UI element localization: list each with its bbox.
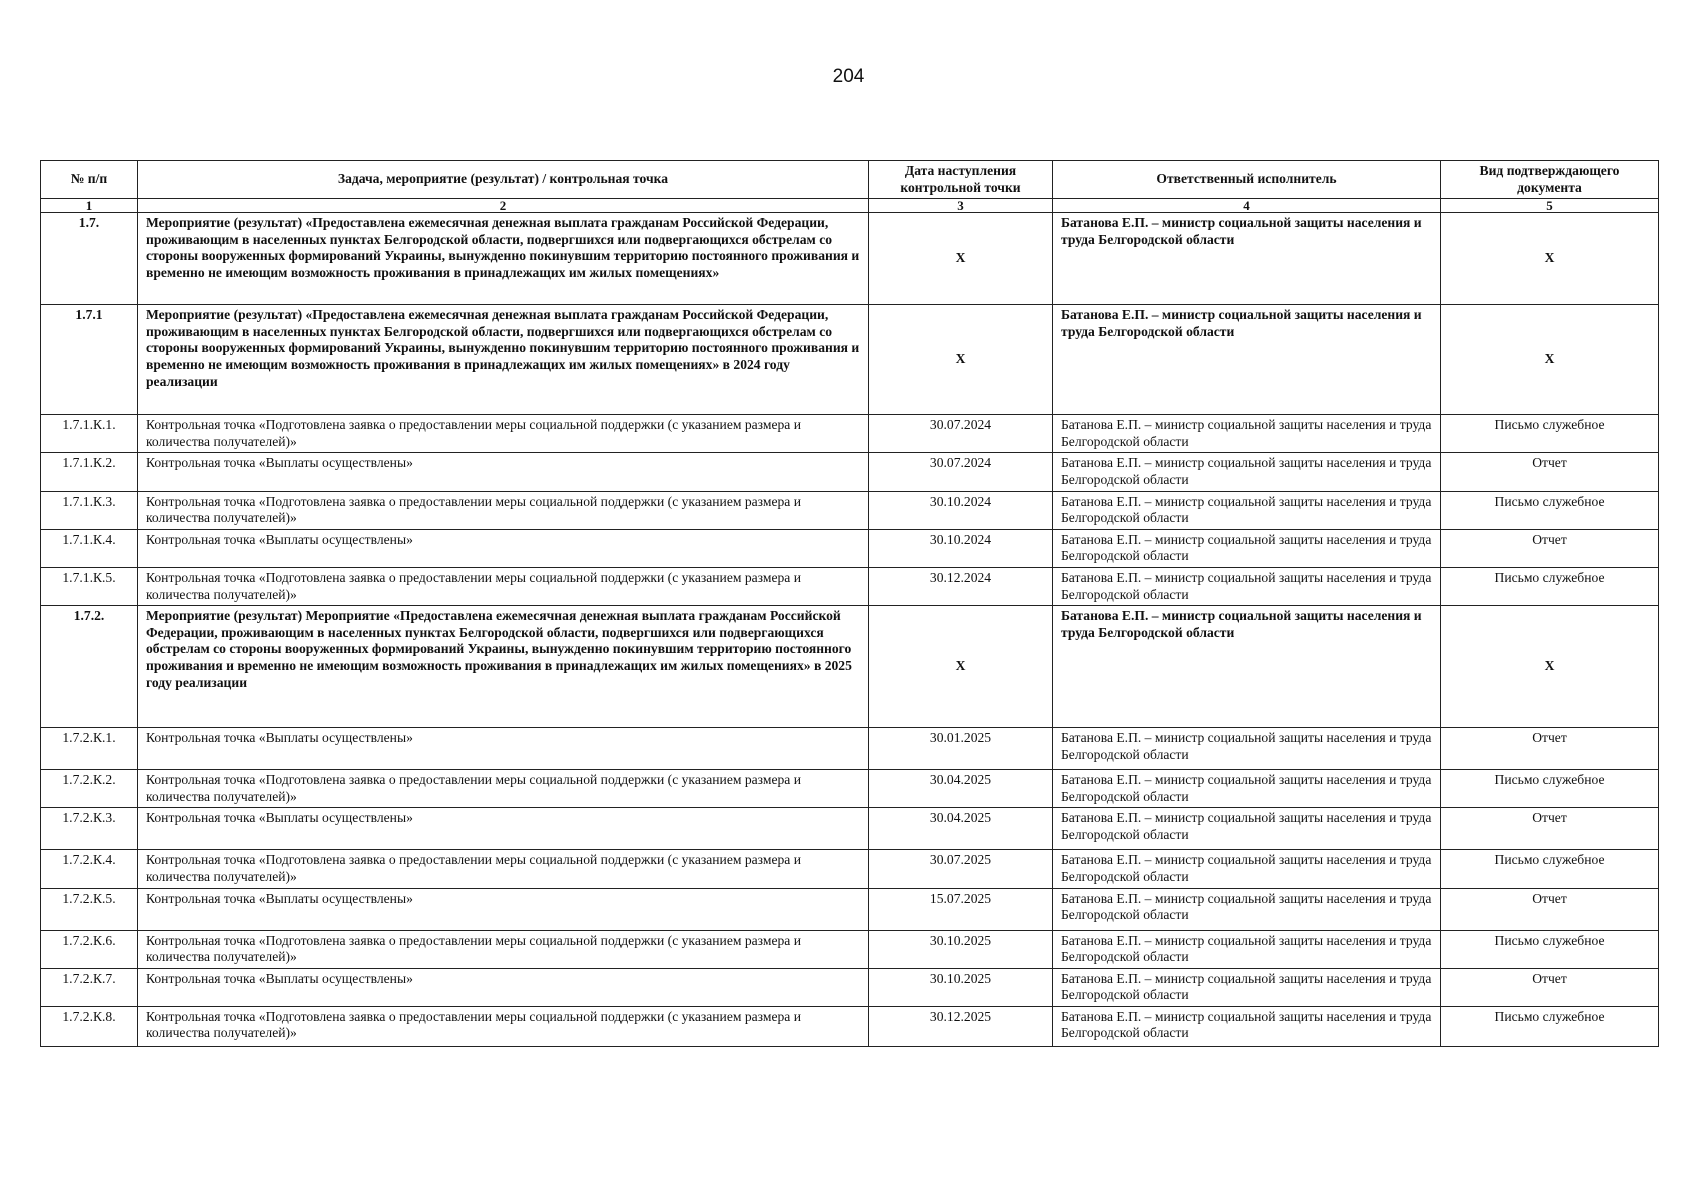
- row-document-type: Письмо служебное: [1441, 491, 1659, 529]
- row-description: Мероприятие (результат) «Предоставлена ежемесячная денежная выплата гражданам Российской Федерации, проживающим в населенных пунктах Белгородской области, подвергшихся или подвергающихся обстрелам со стороны вооруженных формирований Украины, вынужденно покинувшим территорию постоянного проживания и временно не имеющим возможность проживания в принадлежащих им жилых помещениях» в 2024 году реализации: [138, 305, 869, 415]
- row-description: Контрольная точка «Подготовлена заявка о предоставлении меры социальной поддержки (с указанием размера и количества получателей)»: [138, 567, 869, 605]
- control-points-table: [40, 160, 1659, 1047]
- row-document-type: Письмо служебное: [1441, 930, 1659, 968]
- row-date: 30.10.2024: [869, 491, 1053, 529]
- row-description: Контрольная точка «Подготовлена заявка о предоставлении меры социальной поддержки (с указанием размера и количества получателей)»: [138, 415, 869, 453]
- control-point-row: [41, 930, 1659, 968]
- row-executor: Батанова Е.П. – министр социальной защиты населения и труда Белгородской области: [1053, 567, 1441, 605]
- page-number: 204: [832, 66, 865, 87]
- row-description: Контрольная точка «Выплаты осуществлены»: [138, 888, 869, 930]
- activity-row: [41, 213, 1659, 305]
- row-date: 30.10.2025: [869, 930, 1053, 968]
- row-executor: Батанова Е.П. – министр социальной защиты населения и труда Белгородской области: [1053, 968, 1441, 1006]
- row-date: 30.04.2025: [869, 770, 1053, 808]
- header-document: Вид подтверждающего документа: [1441, 161, 1659, 199]
- row-document-type: Письмо служебное: [1441, 770, 1659, 808]
- row-date: X: [869, 606, 1053, 728]
- activity-row: [41, 305, 1659, 415]
- row-document-type: Письмо служебное: [1441, 850, 1659, 888]
- table-header-row: [41, 161, 1659, 199]
- control-point-row: [41, 453, 1659, 491]
- control-point-row: [41, 529, 1659, 567]
- column-number: 5: [1441, 199, 1659, 213]
- control-point-row: [41, 491, 1659, 529]
- control-point-row: [41, 968, 1659, 1006]
- row-date: X: [869, 305, 1053, 415]
- row-date: 30.04.2025: [869, 808, 1053, 850]
- row-number: 1.7.2.К.1.: [41, 728, 138, 770]
- row-number: 1.7.2.: [41, 606, 138, 728]
- row-number: 1.7.2.К.3.: [41, 808, 138, 850]
- row-description: Контрольная точка «Подготовлена заявка о предоставлении меры социальной поддержки (с указанием размера и количества получателей)»: [138, 491, 869, 529]
- row-executor: Батанова Е.П. – министр социальной защиты населения и труда Белгородской области: [1053, 1006, 1441, 1046]
- row-document-type: Письмо служебное: [1441, 1006, 1659, 1046]
- row-executor: Батанова Е.П. – министр социальной защиты населения и труда Белгородской области: [1053, 213, 1441, 305]
- row-description: Контрольная точка «Выплаты осуществлены»: [138, 968, 869, 1006]
- row-description: Контрольная точка «Подготовлена заявка о предоставлении меры социальной поддержки (с указанием размера и количества получателей)»: [138, 770, 869, 808]
- row-number: 1.7.1: [41, 305, 138, 415]
- row-description: Контрольная точка «Выплаты осуществлены»: [138, 808, 869, 850]
- row-description: Мероприятие (результат) «Предоставлена ежемесячная денежная выплата гражданам Российской Федерации, проживающим в населенных пунктах Белгородской области, подвергшихся или подвергающихся обстрелам со стороны вооруженных формирований Украины, вынужденно покинувшим территорию постоянного проживания и временно не имеющим возможность проживания в принадлежащих им жилых помещениях»: [138, 213, 869, 305]
- row-date: 15.07.2025: [869, 888, 1053, 930]
- row-executor: Батанова Е.П. – министр социальной защиты населения и труда Белгородской области: [1053, 491, 1441, 529]
- row-description: Контрольная точка «Подготовлена заявка о предоставлении меры социальной поддержки (с указанием размера и количества получателей)»: [138, 930, 869, 968]
- row-document-type: Отчет: [1441, 529, 1659, 567]
- row-number: 1.7.1.К.5.: [41, 567, 138, 605]
- row-date: 30.07.2024: [869, 453, 1053, 491]
- row-number: 1.7.2.К.6.: [41, 930, 138, 968]
- row-date: X: [869, 213, 1053, 305]
- row-description: Контрольная точка «Подготовлена заявка о предоставлении меры социальной поддержки (с указанием размера и количества получателей)»: [138, 1006, 869, 1046]
- row-description: Контрольная точка «Выплаты осуществлены»: [138, 453, 869, 491]
- control-point-row: [41, 770, 1659, 808]
- column-number: 4: [1053, 199, 1441, 213]
- row-executor: Батанова Е.П. – министр социальной защиты населения и труда Белгородской области: [1053, 453, 1441, 491]
- row-executor: Батанова Е.П. – министр социальной защиты населения и труда Белгородской области: [1053, 930, 1441, 968]
- row-document-type: Отчет: [1441, 968, 1659, 1006]
- header-executor: Ответственный исполнитель: [1053, 161, 1441, 199]
- row-description: Контрольная точка «Выплаты осуществлены»: [138, 728, 869, 770]
- activity-row: [41, 606, 1659, 728]
- row-number: 1.7.1.К.4.: [41, 529, 138, 567]
- row-document-type: Письмо служебное: [1441, 567, 1659, 605]
- row-date: 30.07.2024: [869, 415, 1053, 453]
- column-number-row: [41, 199, 1659, 213]
- row-document-type: Отчет: [1441, 728, 1659, 770]
- control-point-row: [41, 1006, 1659, 1046]
- row-executor: Батанова Е.П. – министр социальной защиты населения и труда Белгородской области: [1053, 728, 1441, 770]
- row-description: Контрольная точка «Выплаты осуществлены»: [138, 529, 869, 567]
- row-date: 30.07.2025: [869, 850, 1053, 888]
- row-number: 1.7.2.К.7.: [41, 968, 138, 1006]
- column-number: 3: [869, 199, 1053, 213]
- row-document-type: X: [1441, 606, 1659, 728]
- row-executor: Батанова Е.П. – министр социальной защиты населения и труда Белгородской области: [1053, 529, 1441, 567]
- row-date: 30.10.2024: [869, 529, 1053, 567]
- row-executor: Батанова Е.П. – министр социальной защиты населения и труда Белгородской области: [1053, 850, 1441, 888]
- row-number: 1.7.2.К.4.: [41, 850, 138, 888]
- row-document-type: Отчет: [1441, 453, 1659, 491]
- control-point-row: [41, 728, 1659, 770]
- control-point-row: [41, 415, 1659, 453]
- header-number: № п/п: [41, 161, 138, 199]
- control-point-row: [41, 850, 1659, 888]
- row-date: 30.10.2025: [869, 968, 1053, 1006]
- row-document-type: Отчет: [1441, 888, 1659, 930]
- row-document-type: Отчет: [1441, 808, 1659, 850]
- header-date: Дата наступления контрольной точки: [869, 161, 1053, 199]
- row-executor: Батанова Е.П. – министр социальной защиты населения и труда Белгородской области: [1053, 770, 1441, 808]
- row-executor: Батанова Е.П. – министр социальной защиты населения и труда Белгородской области: [1053, 606, 1441, 728]
- row-description: Мероприятие (результат) Мероприятие «Предоставлена ежемесячная денежная выплата гражданам Российской Федерации, проживающим в населенных пунктах Белгородской области, подвергшихся или подвергающихся обстрелам со стороны вооруженных формирований Украины, вынужденно покинувшим территорию постоянного проживания и временно не имеющим возможность проживания в принадлежащих им жилых помещениях» в 2025 году реализации: [138, 606, 869, 728]
- row-description: Контрольная точка «Подготовлена заявка о предоставлении меры социальной поддержки (с указанием размера и количества получателей)»: [138, 850, 869, 888]
- row-executor: Батанова Е.П. – министр социальной защиты населения и труда Белгородской области: [1053, 415, 1441, 453]
- row-document-type: Письмо служебное: [1441, 415, 1659, 453]
- header-task: Задача, мероприятие (результат) / контрольная точка: [138, 161, 869, 199]
- row-number: 1.7.1.К.3.: [41, 491, 138, 529]
- row-date: 30.01.2025: [869, 728, 1053, 770]
- column-number: 2: [138, 199, 869, 213]
- control-point-row: [41, 808, 1659, 850]
- row-number: 1.7.: [41, 213, 138, 305]
- row-number: 1.7.2.К.8.: [41, 1006, 138, 1046]
- row-number: 1.7.2.К.5.: [41, 888, 138, 930]
- control-point-row: [41, 567, 1659, 605]
- row-number: 1.7.1.К.2.: [41, 453, 138, 491]
- row-date: 30.12.2024: [869, 567, 1053, 605]
- row-executor: Батанова Е.П. – министр социальной защиты населения и труда Белгородской области: [1053, 305, 1441, 415]
- row-number: 1.7.1.К.1.: [41, 415, 138, 453]
- row-executor: Батанова Е.П. – министр социальной защиты населения и труда Белгородской области: [1053, 808, 1441, 850]
- row-executor: Батанова Е.П. – министр социальной защиты населения и труда Белгородской области: [1053, 888, 1441, 930]
- column-number: 1: [41, 199, 138, 213]
- row-date: 30.12.2025: [869, 1006, 1053, 1046]
- control-point-row: [41, 888, 1659, 930]
- row-number: 1.7.2.К.2.: [41, 770, 138, 808]
- table-body: [41, 213, 1659, 1047]
- row-document-type: X: [1441, 213, 1659, 305]
- row-document-type: X: [1441, 305, 1659, 415]
